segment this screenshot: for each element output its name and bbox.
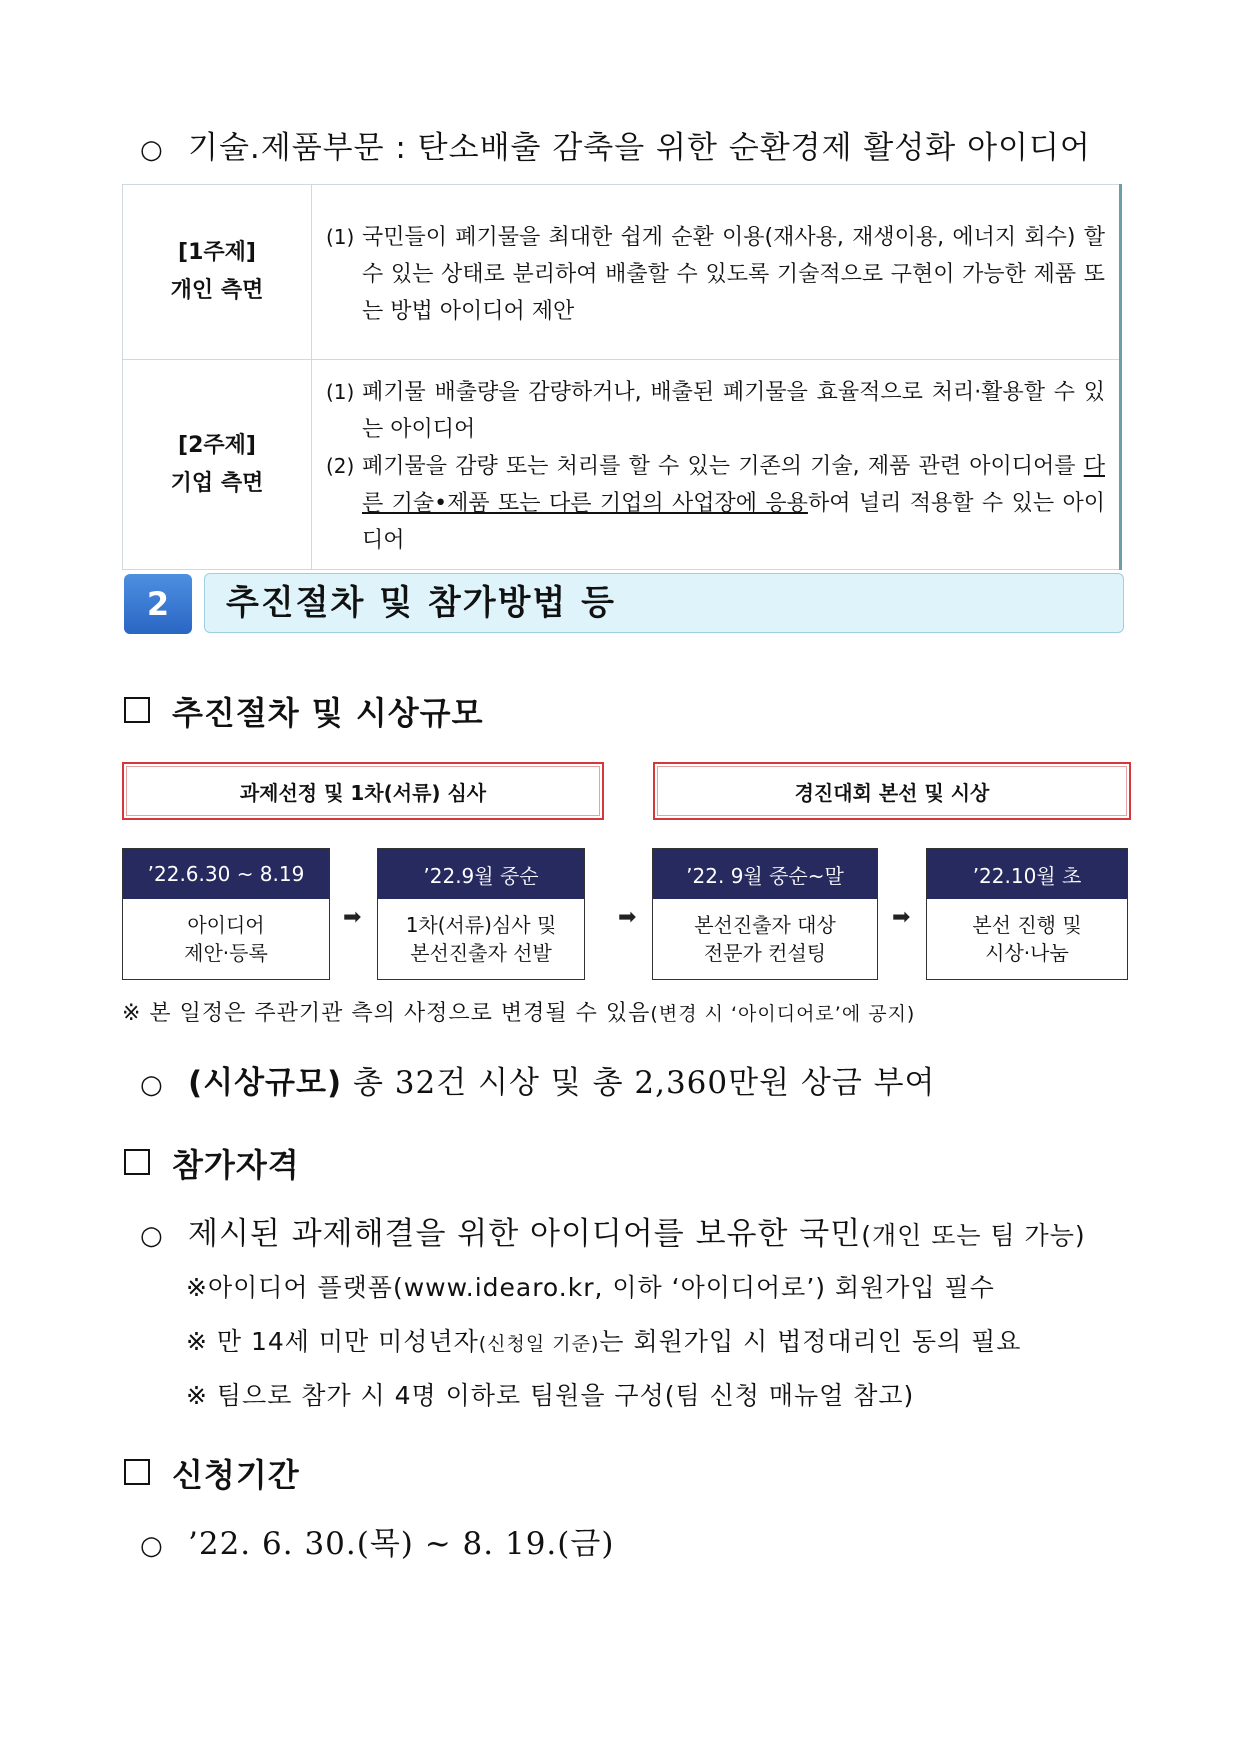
step-card bbox=[377, 848, 585, 980]
eligibility-note: ※ 팀으로 참가 시 4명 이하로 팀원을 구성(팀 신청 매뉴얼 참고) bbox=[186, 1381, 915, 1410]
topic-label bbox=[123, 360, 312, 570]
step-date: ’22.6.30 ~ 8.19 bbox=[123, 849, 329, 899]
schedule-note-main: ※ 본 일정은 주관기관 측의 사정으로 변경될 수 있음 bbox=[122, 1001, 651, 1026]
step-card bbox=[926, 848, 1128, 980]
schedule-note-paren: (변경 시 ‘아이디어로’에 공지) bbox=[650, 1003, 916, 1025]
award-label: (시상규모) bbox=[188, 1065, 343, 1101]
step-desc bbox=[927, 899, 1127, 979]
period-line bbox=[140, 1518, 614, 1563]
step-card bbox=[652, 848, 878, 980]
topic-content bbox=[312, 360, 1121, 570]
period-heading-text: 신청기간 bbox=[172, 1456, 300, 1494]
item-number: (1) bbox=[326, 380, 355, 404]
eligibility-note-small: (신청일 기준) bbox=[478, 1333, 600, 1355]
item-text: 폐기물 배출량을 감량하거나, 배출된 폐기물을 효율적으로 처리·활용할 수 있는 아이디어 bbox=[362, 380, 1105, 442]
procedure-heading bbox=[124, 688, 484, 734]
topic-aspect: 개인 측면 bbox=[170, 278, 264, 303]
tech-category-text: 기술.제품부문 : 탄소배출 감축을 위한 순환경제 활성화 아이디어 bbox=[188, 130, 1091, 166]
topic-content bbox=[312, 185, 1121, 360]
topic-label bbox=[123, 185, 312, 360]
section-title: 추진절차 및 참가방법 등 bbox=[226, 583, 616, 623]
arrow-right-icon: ➡ bbox=[892, 905, 911, 930]
item-text: 국민들이 폐기물을 최대한 쉽게 순환 이용(재사용, 재생이용, 에너지 회수) 할 수 있는 상태로 분리하여 배출할 수 있도록 기술적으로 구현이 가능한 제품 또는 방법 아이디어 제안 bbox=[362, 224, 1105, 324]
procedure-heading-text: 추진절차 및 시상규모 bbox=[172, 694, 484, 732]
step-desc-line: 1차(서류)심사 및 bbox=[405, 913, 557, 937]
eligibility-text: 제시된 과제해결을 위한 아이디어를 보유한 국민 bbox=[188, 1216, 862, 1252]
bullet-circle: ○ bbox=[140, 1221, 164, 1251]
item-text-part: 폐기물을 감량 또는 처리를 할 수 있는 기존의 기술, 제품 관련 아이디어를 bbox=[362, 454, 1084, 479]
arrow-right-icon: ➡ bbox=[343, 905, 362, 930]
step-desc-line: 본선 진행 및 bbox=[972, 913, 1082, 937]
topic-number: [1주제] bbox=[178, 240, 256, 265]
topic-item bbox=[326, 374, 1105, 448]
award-text: 총 32건 시상 및 총 2,360만원 상금 부여 bbox=[352, 1065, 936, 1101]
item-text bbox=[362, 448, 1105, 559]
step-desc bbox=[123, 899, 329, 979]
item-number: (2) bbox=[326, 454, 355, 478]
eligibility-note-main: ※ 만 14세 미만 미성년자 bbox=[186, 1327, 479, 1356]
eligibility-heading bbox=[124, 1140, 300, 1186]
award-line bbox=[140, 1057, 936, 1102]
eligibility-heading-text: 참가자격 bbox=[172, 1146, 300, 1184]
stage-box-finals: 경진대회 본선 및 시상 bbox=[653, 762, 1131, 820]
schedule-note bbox=[122, 996, 915, 1027]
step-desc-line: 시상·나눔 bbox=[985, 941, 1069, 965]
topic-aspect: 기업 측면 bbox=[170, 470, 264, 496]
checkbox-square-icon bbox=[124, 1149, 150, 1175]
item-text-part: 하여 널리 적용할 수 있는 아이디어 bbox=[362, 491, 1105, 553]
period-heading bbox=[124, 1450, 300, 1496]
topic-item bbox=[326, 448, 1105, 559]
step-card bbox=[122, 848, 330, 980]
topic-item bbox=[326, 219, 1105, 330]
step-date: ’22.9월 중순 bbox=[378, 849, 584, 899]
step-desc-line: 본선진출자 대상 bbox=[694, 913, 836, 937]
topic-number: [2주제] bbox=[178, 432, 256, 458]
step-desc bbox=[653, 899, 877, 979]
period-text: ’22. 6. 30.(목) ~ 8. 19.(금) bbox=[188, 1526, 615, 1562]
step-desc-line: 제안·등록 bbox=[184, 941, 268, 965]
step-date: ’22.10월 초 bbox=[927, 849, 1127, 899]
tech-category-line bbox=[140, 122, 1091, 167]
section-number-badge: 2 bbox=[124, 574, 192, 634]
step-desc-line: 본선진출자 선발 bbox=[410, 941, 552, 965]
eligibility-note-rest: 는 회원가입 시 법정대리인 동의 필요 bbox=[599, 1327, 1022, 1356]
bullet-circle: ○ bbox=[140, 1070, 164, 1100]
eligibility-paren: (개인 또는 팀 가능) bbox=[861, 1221, 1086, 1250]
item-text-underlined: 다른 기술•제품 또는 다른 기업의 사업장에 응용 bbox=[362, 454, 1105, 516]
topic-row-1 bbox=[123, 185, 1121, 360]
item-number: (1) bbox=[326, 224, 355, 249]
bullet-circle: ○ bbox=[140, 135, 164, 165]
topic-table bbox=[122, 184, 1122, 570]
eligibility-line bbox=[140, 1208, 1086, 1253]
arrow-right-icon: ➡ bbox=[618, 905, 637, 930]
eligibility-note: ※아이디어 플랫폼(www.idearo.kr, 이하 ‘아이디어로’) 회원가입 필수 bbox=[186, 1273, 995, 1302]
step-desc-line: 전문가 컨설팅 bbox=[703, 941, 827, 965]
step-desc bbox=[378, 899, 584, 979]
checkbox-square-icon bbox=[124, 1459, 150, 1485]
step-desc-line: 아이디어 bbox=[187, 913, 265, 937]
stage-box-screening: 과제선정 및 1차(서류) 심사 bbox=[122, 762, 604, 820]
checkbox-square-icon bbox=[124, 697, 150, 723]
step-date: ’22. 9월 중순~말 bbox=[653, 849, 877, 899]
topic-row-2 bbox=[123, 360, 1121, 570]
eligibility-note bbox=[186, 1322, 1021, 1358]
bullet-circle: ○ bbox=[140, 1531, 164, 1561]
